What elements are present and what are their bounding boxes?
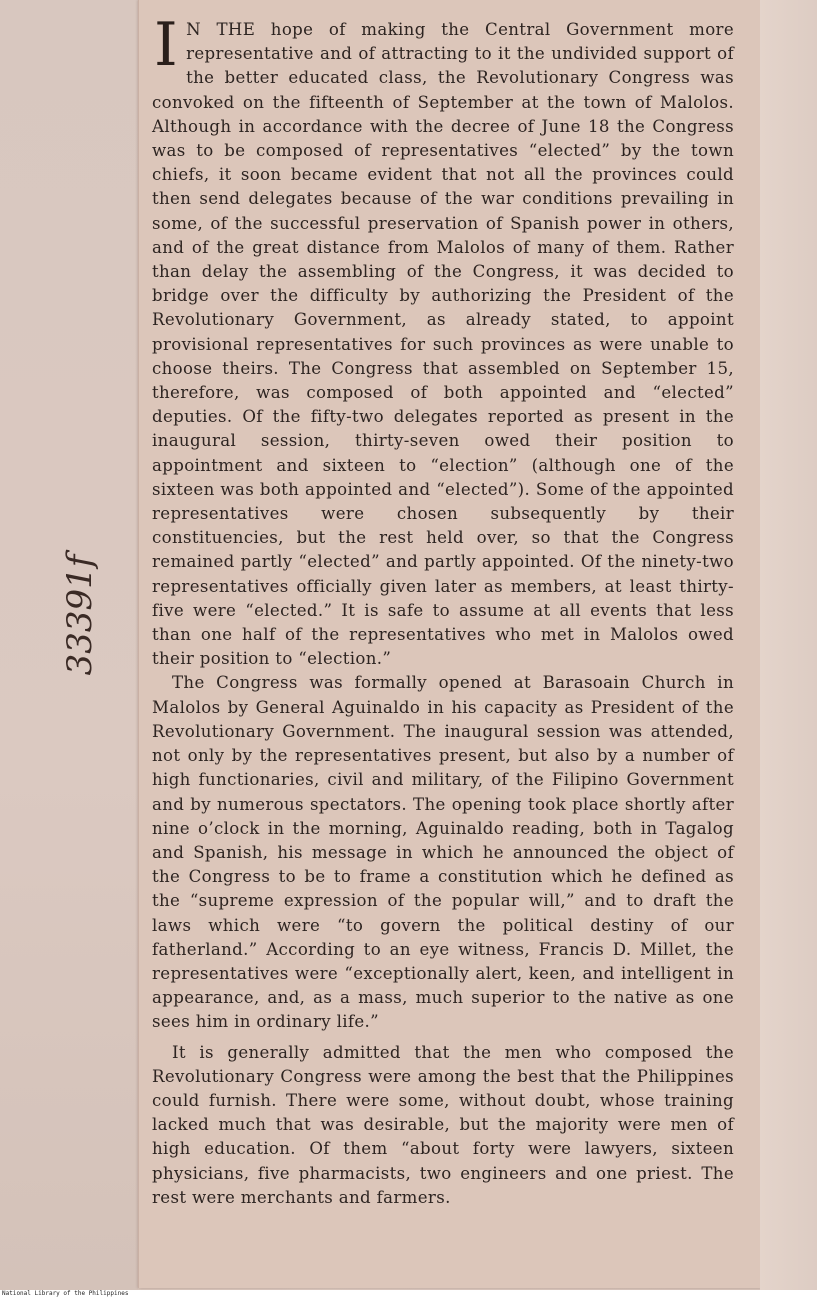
paragraph-1-text: N THE hope of making the Central Government more representative and of attracting to it the undivided support of the better educated class, the Revolutionary Congress was convoked on the fifteenth of September at the town of Malolos. Although in accordance with the decree of June 18 the Congress was to be composed of representatives “elected” by the town chiefs, it soon became evident that not all the provinces could then send delegates because of the war conditions prevailing in some, of the successful preservation of Spanish power in others, and of the great distance from Malolos of many of them. Rather than delay the assembling of the Congress, it was decided to bridge over the difficulty by authorizing the President of the Revolutionary Government, as already stated, to appoint provisional representatives for such provinces as were unable to choose theirs. The Congress that assembled on September 15, therefore, was composed of both appointed and “elected” deputies. Of the fifty-two delegates reported as present in the inaugural session, thirty-seven owed their position to appointment and sixteen to “election” (although one of the sixteen was both appointed and “elected”). Some of the appointed representatives were chosen subsequently by their constituencies, but the rest held over, so that the Congress remained partly “elected” and partly appointed. Of the ninety-two representatives officially given later as members, at least thirty-five were “elected.” It is safe to assume at all events that less than one half of the representatives who met in Malolos owed their position to “election.” bbox=[152, 20, 734, 669]
footer-credit: National Library of the Philippines bbox=[2, 1290, 129, 1297]
paragraph-1 bbox=[152, 10, 734, 671]
paragraph-2: The Congress was formally opened at Barasoain Church in Malolos by General Aguinaldo in his capacity as President of the Revolutionary Government. The inaugural session was attended, not only by the representatives present, but also by a number of high functionaries, civil and military, of the Filipino Government and by numerous spectators. The opening took place shortly after nine o’clock in the morning, Aguinaldo reading, both in Tagalog and Spanish, his message in which he announced the object of the Congress to be to frame a constitution which he defined as the “supreme expression of the popular will,” and to draft the laws which were “to govern the political destiny of our fatherland.” According to an eye witness, Francis D. Millet, the representatives were “exceptionally alert, keen, and intelligent in appearance, and, as a mass, much superior to the native as one sees him in ordinary life.” bbox=[152, 673, 734, 1032]
right-margin bbox=[760, 0, 817, 1290]
handwritten-accession-number: 33391f bbox=[60, 554, 100, 676]
article-body bbox=[152, 10, 734, 1210]
drop-cap: I bbox=[154, 10, 179, 80]
paragraph-3: It is generally admitted that the men who composed the Revolutionary Congress were among the best that the Philippines could furnish. There were some, without doubt, whose training lacked much that was desirable, but the majority were men of high education. Of them “about forty were lawyers, sixteen physicians, five pharmacists, two engineers and one priest. The rest were merchants and farmers. bbox=[152, 1042, 734, 1207]
